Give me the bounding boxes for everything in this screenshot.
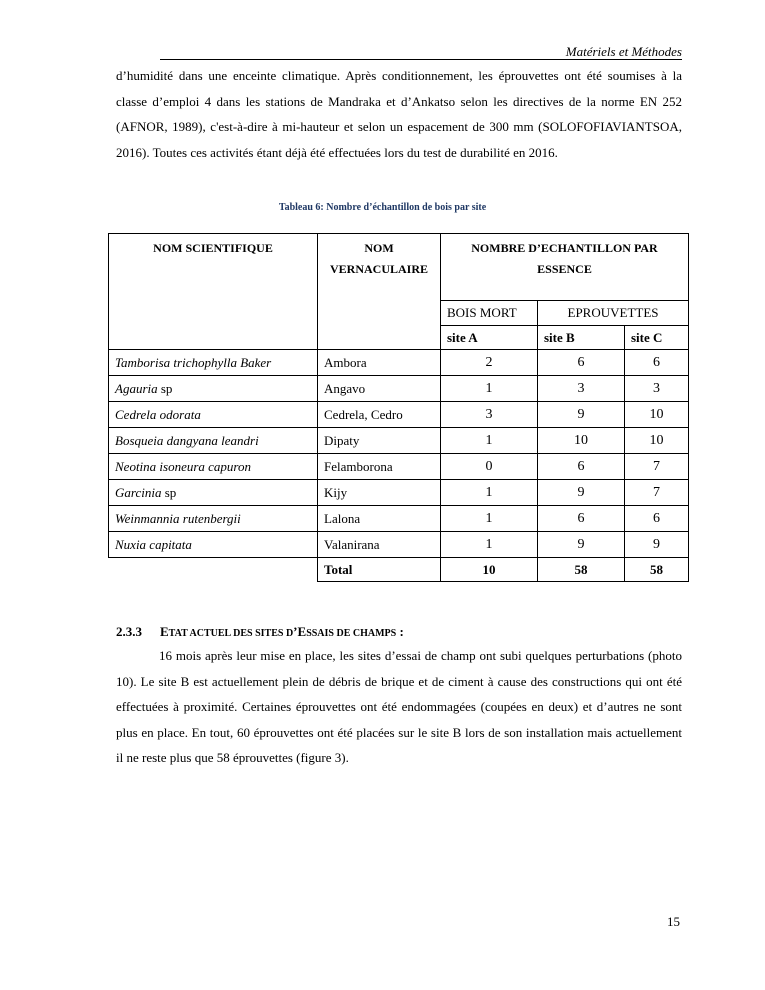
vernacular-name-cell: Kijy	[318, 480, 441, 506]
site-a-count: 0	[441, 454, 538, 480]
vernacular-name-cell: Dipaty	[318, 428, 441, 454]
samples-table	[108, 233, 689, 582]
site-b-count: 6	[538, 506, 625, 532]
table-row	[109, 454, 689, 480]
site-c-count: 9	[625, 532, 689, 558]
vernacular-name-cell: Cedrela, Cedro	[318, 402, 441, 428]
vernacular-name-cell: Lalona	[318, 506, 441, 532]
total-site-c: 58	[625, 558, 689, 582]
vernacular-name-cell: Ambora	[318, 350, 441, 376]
scientific-name-cell: Tamborisa trichophylla Baker	[109, 350, 318, 376]
vernacular-name-cell: Valanirana	[318, 532, 441, 558]
header-bois-mort: BOIS MORT	[441, 301, 538, 326]
vernacular-name-cell: Felamborona	[318, 454, 441, 480]
header-scientific-name: NOM SCIENTIFIQUE	[109, 234, 318, 350]
site-c-count: 7	[625, 480, 689, 506]
running-header: Matériels et Méthodes	[565, 44, 682, 59]
site-b-count: 9	[538, 532, 625, 558]
page-number: 15	[667, 914, 680, 929]
site-b-count: 6	[538, 350, 625, 376]
intro-paragraph: d’humidité dans une enceinte climatique. Après conditionnement, les éprouvettes ont été soumises à la classe d’emploi 4 dans les stations de Mandraka et d’Ankatso selon les directives de la norme EN 252 (AFNOR, 1989), c'est-à-dire à mi-hauteur et selon un espacement de 300 mm (SOLOFOFIAVIANTSOA, 2016). Toutes ces activités étant déjà été effectuées lors du test de durabilité en 2016.	[116, 68, 682, 160]
section-paragraph: 16 mois après leur mise en place, les sites d’essai de champ ont subi quelques perturbations (photo 10). Le site B est actuellement plein de débris de brique et de ciment à cause des constructions qui ont été effectuées à proximité. Certaines éprouvettes ont été endommagées (coupées en deux) et d’autres ne sont plus en place. En tout, 60 éprouvettes ont été placées sur le site B lors de son installation mais actuellement il ne reste plus que 58 éprouvettes (figure 3).	[116, 648, 682, 765]
scientific-name-cell: Neotina isoneura capuron	[109, 454, 318, 480]
site-b-count: 9	[538, 402, 625, 428]
site-c-count: 3	[625, 376, 689, 402]
header-site-c: site C	[625, 326, 689, 350]
site-a-count: 1	[441, 532, 538, 558]
table-row	[109, 376, 689, 402]
scientific-name-cell: Garcinia sp	[109, 480, 318, 506]
site-c-count: 10	[625, 428, 689, 454]
site-a-count: 1	[441, 376, 538, 402]
site-a-count: 1	[441, 506, 538, 532]
site-b-count: 6	[538, 454, 625, 480]
total-site-a: 10	[441, 558, 538, 582]
section-heading: 2.3.3 ETAT ACTUEL DES SITES D’ESSAIS DE CHAMPS :	[116, 624, 404, 639]
header-eprouvettes: EPROUVETTES	[538, 301, 689, 326]
site-a-count: 1	[441, 428, 538, 454]
header-site-a: site A	[441, 326, 538, 350]
table-row	[109, 428, 689, 454]
scientific-name-cell: Nuxia capitata	[109, 532, 318, 558]
scientific-name-cell: Cedrela odorata	[109, 402, 318, 428]
site-a-count: 3	[441, 402, 538, 428]
site-c-count: 6	[625, 350, 689, 376]
total-row	[109, 558, 689, 582]
table-row	[109, 480, 689, 506]
table-row	[109, 532, 689, 558]
site-c-count: 7	[625, 454, 689, 480]
total-label: Total	[318, 558, 441, 582]
header-vernacular-name: NOM VERNACULAIRE	[318, 234, 441, 350]
site-b-count: 9	[538, 480, 625, 506]
site-b-count: 3	[538, 376, 625, 402]
header-rule	[160, 59, 682, 60]
site-c-count: 10	[625, 402, 689, 428]
site-a-count: 2	[441, 350, 538, 376]
scientific-name-cell: Weinmannia rutenbergii	[109, 506, 318, 532]
total-empty-cell	[109, 558, 318, 582]
site-a-count: 1	[441, 480, 538, 506]
section-number: 2.3.3	[116, 624, 142, 639]
table-caption: Tableau 6: Nombre d’échantillon de bois par site	[278, 202, 487, 213]
scientific-name-cell: Agauria sp	[109, 376, 318, 402]
header-site-b: site B	[538, 326, 625, 350]
site-c-count: 6	[625, 506, 689, 532]
total-site-b: 58	[538, 558, 625, 582]
table-row	[109, 506, 689, 532]
header-sample-count: NOMBRE D’ECHANTILLON PAR ESSENCE	[441, 234, 689, 301]
table-row	[109, 350, 689, 376]
scientific-name-cell: Bosqueia dangyana leandri	[109, 428, 318, 454]
site-b-count: 10	[538, 428, 625, 454]
table-row	[109, 402, 689, 428]
vernacular-name-cell: Angavo	[318, 376, 441, 402]
